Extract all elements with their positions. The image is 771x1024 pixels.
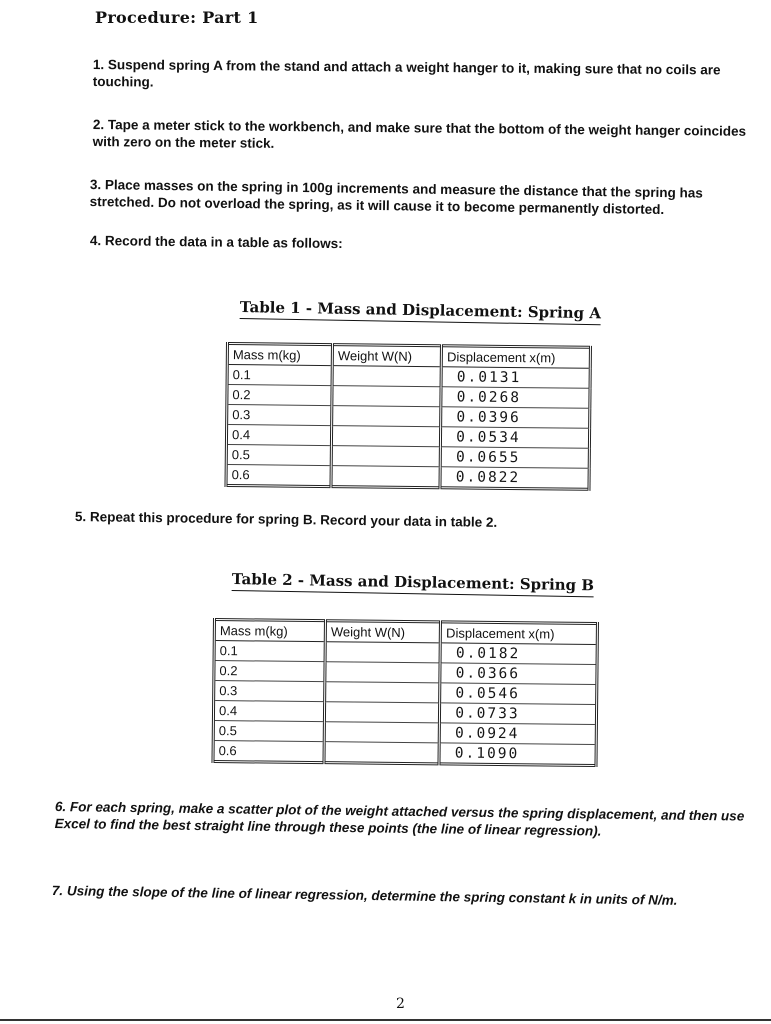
weight-cell[interactable] — [324, 702, 439, 723]
displacement-cell: 0.0924 — [439, 723, 596, 745]
table-1 — [224, 342, 591, 491]
step-3-text: Place masses on the spring in 100g increments and measure the distance that the spring has stretched. Do not overload the spring, as it will cause it to become permanently distorted. — [89, 177, 703, 218]
step-4-text: Record the data in a table as follows: — [104, 233, 343, 252]
step-2 — [93, 116, 758, 157]
weight-cell[interactable] — [325, 642, 440, 663]
step-6-text: For each spring, make a scatter plot of the weight attached versus the spring displacement, and then use Excel to find the best straight line through these points (the line of linear regression). — [54, 799, 745, 839]
step-1-number: 1. — [92, 56, 105, 73]
displacement-cell: 0.0655 — [440, 447, 589, 469]
step-4-number: 4. — [89, 232, 102, 249]
weight-cell[interactable] — [325, 682, 440, 703]
step-6-number: 6. — [54, 798, 67, 815]
table-1-caption: Table 1 - Mass and Displacement: Spring A — [240, 298, 602, 325]
weight-cell[interactable] — [332, 406, 441, 427]
table-1-header-displacement: Displacement x(m) — [441, 346, 590, 369]
displacement-cell: 0.0268 — [441, 387, 590, 409]
displacement-cell: 0.0546 — [440, 683, 597, 705]
step-7 — [52, 882, 752, 910]
step-5-number: 5. — [74, 508, 87, 525]
table-2 — [211, 618, 598, 767]
mass-cell: 0.1 — [214, 641, 325, 662]
displacement-cell: 0.0182 — [440, 643, 597, 665]
table-2-caption: Table 2 - Mass and Displacement: Spring B — [232, 570, 595, 597]
step-5-text: Repeat this procedure for spring B. Record your data in table 2. — [89, 509, 498, 530]
mass-cell: 0.1 — [227, 365, 332, 386]
mass-cell: 0.3 — [227, 405, 332, 426]
weight-cell[interactable] — [324, 742, 439, 764]
table-1-header-mass: Mass m(kg) — [227, 344, 332, 366]
weight-cell[interactable] — [325, 662, 440, 683]
table-2-header-displacement: Displacement x(m) — [441, 622, 598, 645]
weight-cell[interactable] — [332, 386, 441, 407]
mass-cell: 0.5 — [226, 445, 331, 466]
displacement-cell: 0.0396 — [441, 407, 590, 429]
weight-cell[interactable] — [331, 446, 440, 467]
step-1-text: Suspend spring A from the stand and attach a weight hanger to it, making sure that no coils are touching. — [92, 57, 721, 90]
step-4 — [90, 232, 490, 254]
page-number: 2 — [396, 996, 405, 1012]
table-2-header-mass: Mass m(kg) — [214, 620, 325, 642]
step-3 — [90, 176, 760, 219]
step-1 — [93, 56, 763, 96]
table-row — [226, 465, 589, 490]
displacement-cell: 0.0131 — [441, 367, 590, 389]
mass-cell: 0.4 — [213, 701, 324, 722]
displacement-cell: 0.0366 — [440, 663, 597, 685]
weight-cell[interactable] — [331, 426, 440, 447]
table-1-header-weight: Weight W(N) — [332, 345, 441, 367]
step-2-number: 2. — [92, 116, 105, 133]
weight-cell[interactable] — [324, 722, 439, 743]
displacement-cell: 0.0534 — [441, 427, 590, 449]
step-7-text: Using the slope of the line of linear regression, determine the spring constant k in units of N/m. — [66, 883, 678, 908]
mass-cell: 0.6 — [226, 465, 331, 487]
displacement-cell: 0.0733 — [440, 703, 597, 725]
mass-cell: 0.2 — [227, 385, 332, 406]
step-6 — [55, 798, 745, 842]
mass-cell: 0.3 — [214, 681, 325, 702]
table-row — [213, 741, 596, 766]
mass-cell: 0.6 — [213, 741, 324, 763]
displacement-cell: 0.0822 — [440, 467, 589, 490]
step-2-text: Tape a meter stick to the workbench, and make sure that the bottom of the weight hanger coincides with zero on the meter stick. — [92, 117, 747, 151]
bottom-divider — [0, 1019, 771, 1021]
step-5 — [75, 508, 595, 532]
mass-cell: 0.2 — [214, 661, 325, 682]
table-2-header-weight: Weight W(N) — [325, 621, 440, 643]
step-3-number: 3. — [89, 176, 102, 193]
page-heading: Procedure: Part 1 — [95, 8, 259, 27]
weight-cell[interactable] — [331, 466, 440, 488]
step-7-number: 7. — [51, 882, 64, 899]
displacement-cell: 0.1090 — [439, 743, 596, 766]
mass-cell: 0.5 — [213, 721, 324, 742]
mass-cell: 0.4 — [226, 425, 331, 446]
weight-cell[interactable] — [332, 366, 441, 387]
